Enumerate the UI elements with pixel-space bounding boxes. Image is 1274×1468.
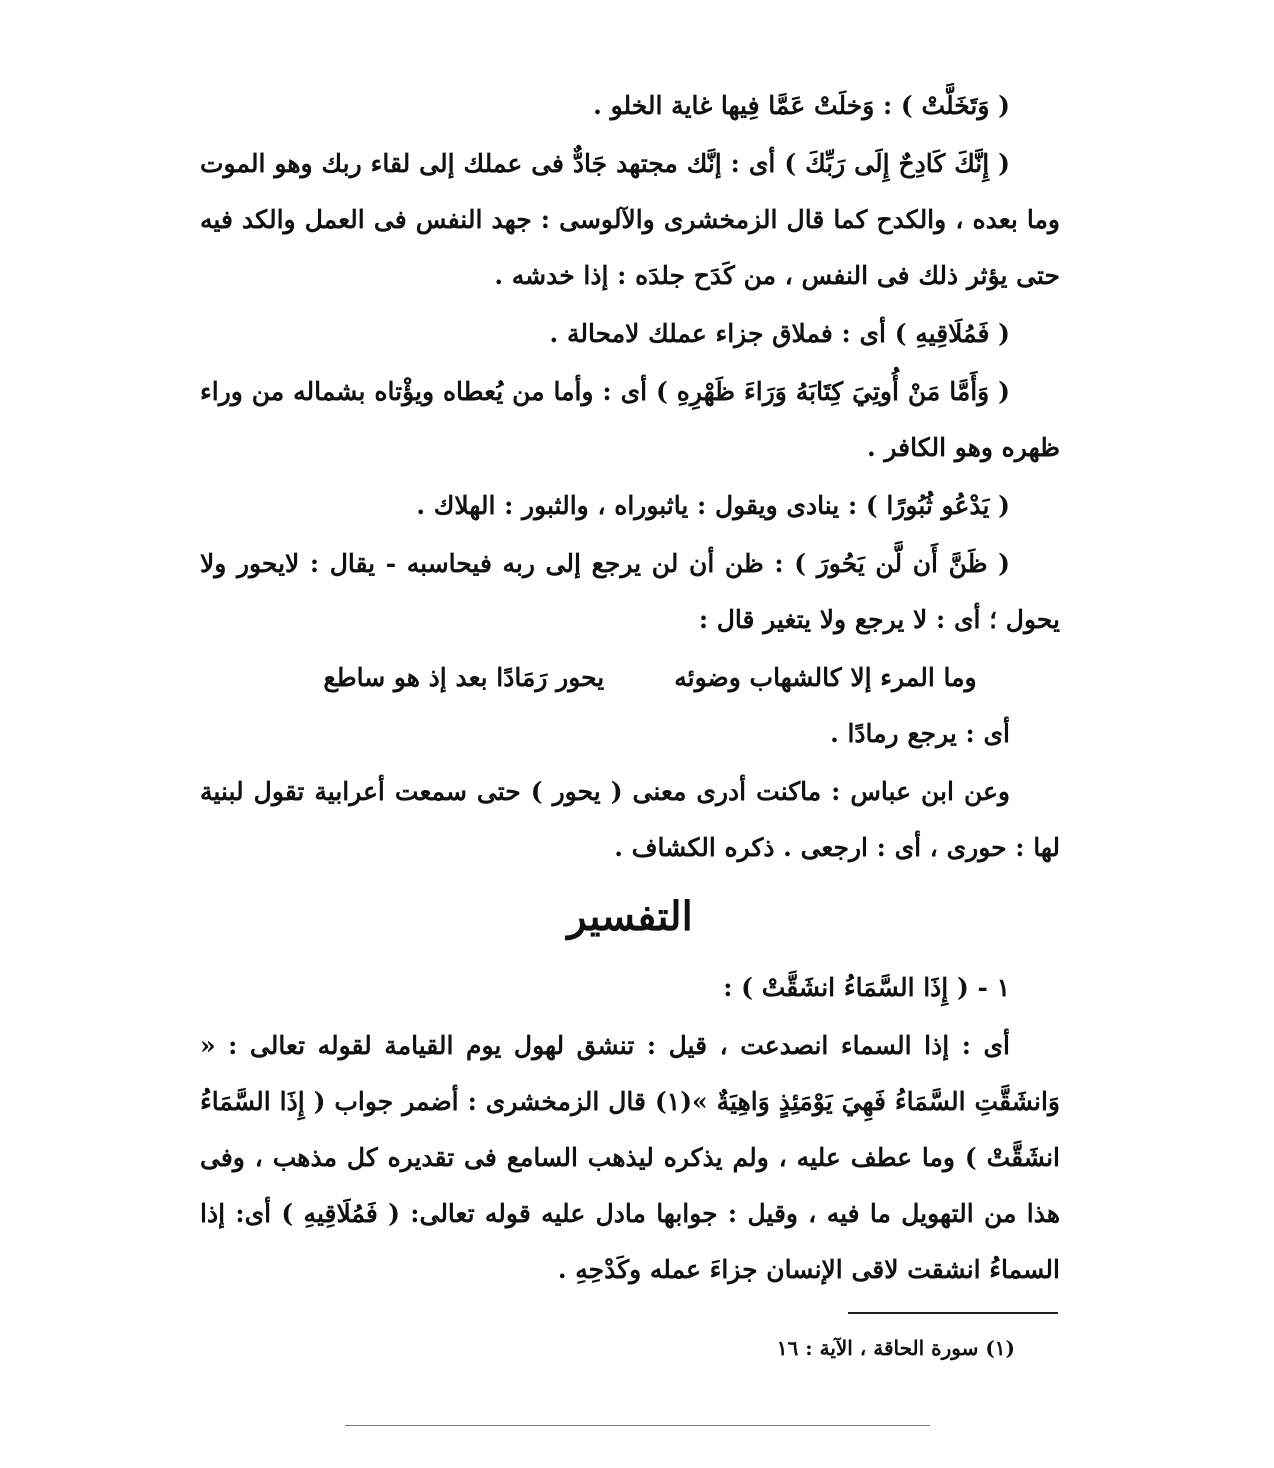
tafsir-explanation: أى : إذا السماء انصدعت ، قيل : تنشق لهول يوم القيامة لقوله تعالى : « وَانشَقَّتِ السَّمَاءُ فَهِيَ يَوْمَئِذٍ وَاهِيَةٌ »(١) قال الزمخشرى : أضمر جواب ( إِذَا السَّمَاءُ انشَقَّتْ ) وما عطف عليه ، ولم يذكره ليذهب السامع فى تقديره كل مذهب ، وفى هذا من التهويل ما فيه ، وقيل : جوابها مادل عليه قوله تعالى: ( فَمُلَاقِيهِ ) أى: إذا السماءُ انشقت لاقى الإنسان جزاءَ عمله وكَدْحِهِ . bbox=[200, 1031, 1060, 1284]
verse-first-half: وما المرء إلا كالشهاب وضوئه bbox=[674, 663, 977, 692]
page-bottom-line bbox=[345, 1425, 930, 1426]
section-heading: التفسير bbox=[567, 893, 693, 940]
paragraph-takhallat: ( وَتَخَلَّتْ ) : وَخلَتْ عَمَّا فِيها غاية الخلو . bbox=[593, 91, 1010, 120]
paragraph-mulaqih: ( فَمُلَاقِيهِ ) أى : فملاق جزاء عملك لامحالة . bbox=[549, 319, 1010, 348]
paragraph-kadih: ( إِنَّكَ كَادِحٌ إِلَى رَبِّكَ ) أى : إنَّك مجتهد جَادٌّ فى عملك إلى لقاء ربك وهو الموت وما بعده ، والكدح كما قال الزمخشرى والآلوسى : جهد النفس فى العمل والكد فيه حتى يؤثر ذلك فى النفس ، من كَدَح جلدَه : إذا خدشه . bbox=[200, 149, 1060, 290]
paragraph-ramad: أى : يرجع رمادًا . bbox=[830, 719, 1010, 748]
footnote-divider bbox=[848, 1312, 1058, 1314]
paragraph-ibn-abbas: وعن ابن عباس : ماكنت أدرى معنى ( يحور ) حتى سمعت أعرابية تقول لبنية لها : حورى ، أى : ارجعى . ذكره الكشاف . bbox=[200, 777, 1060, 862]
paragraph-kitabahu: ( وَأَمَّا مَنْ أُوتِيَ كِتَابَهُ وَرَاءَ ظَهْرِهِ ) أى : وأما من يُعطاه ويؤْتاه بشماله من وراء ظهره وهو الكافر . bbox=[200, 377, 1060, 462]
poetry-verse bbox=[200, 650, 1060, 706]
page-body bbox=[200, 78, 1060, 1300]
footnote: (١) سورة الحاقة ، الآية : ١٦ bbox=[776, 1336, 1015, 1360]
tafsir-verse-number: ١ - ( إِذَا السَّمَاءُ انشَقَّتْ ) : bbox=[723, 973, 1010, 1002]
verse-second-half: يحور رَمَادًا بعد إذ هو ساطع bbox=[323, 663, 605, 692]
paragraph-thubur: ( يَدْعُو ثُبُورًا ) : ينادى ويقول : ياثبوراه ، والثبور : الهلاك . bbox=[416, 491, 1010, 520]
paragraph-yahur: ( ظَنَّ أَن لَّن يَحُورَ ) : ظن أن لن يرجع إلى ربه فيحاسبه - يقال : لايحور ولا يحول ؛ أى : لا يرجع ولا يتغير قال : bbox=[200, 549, 1060, 634]
